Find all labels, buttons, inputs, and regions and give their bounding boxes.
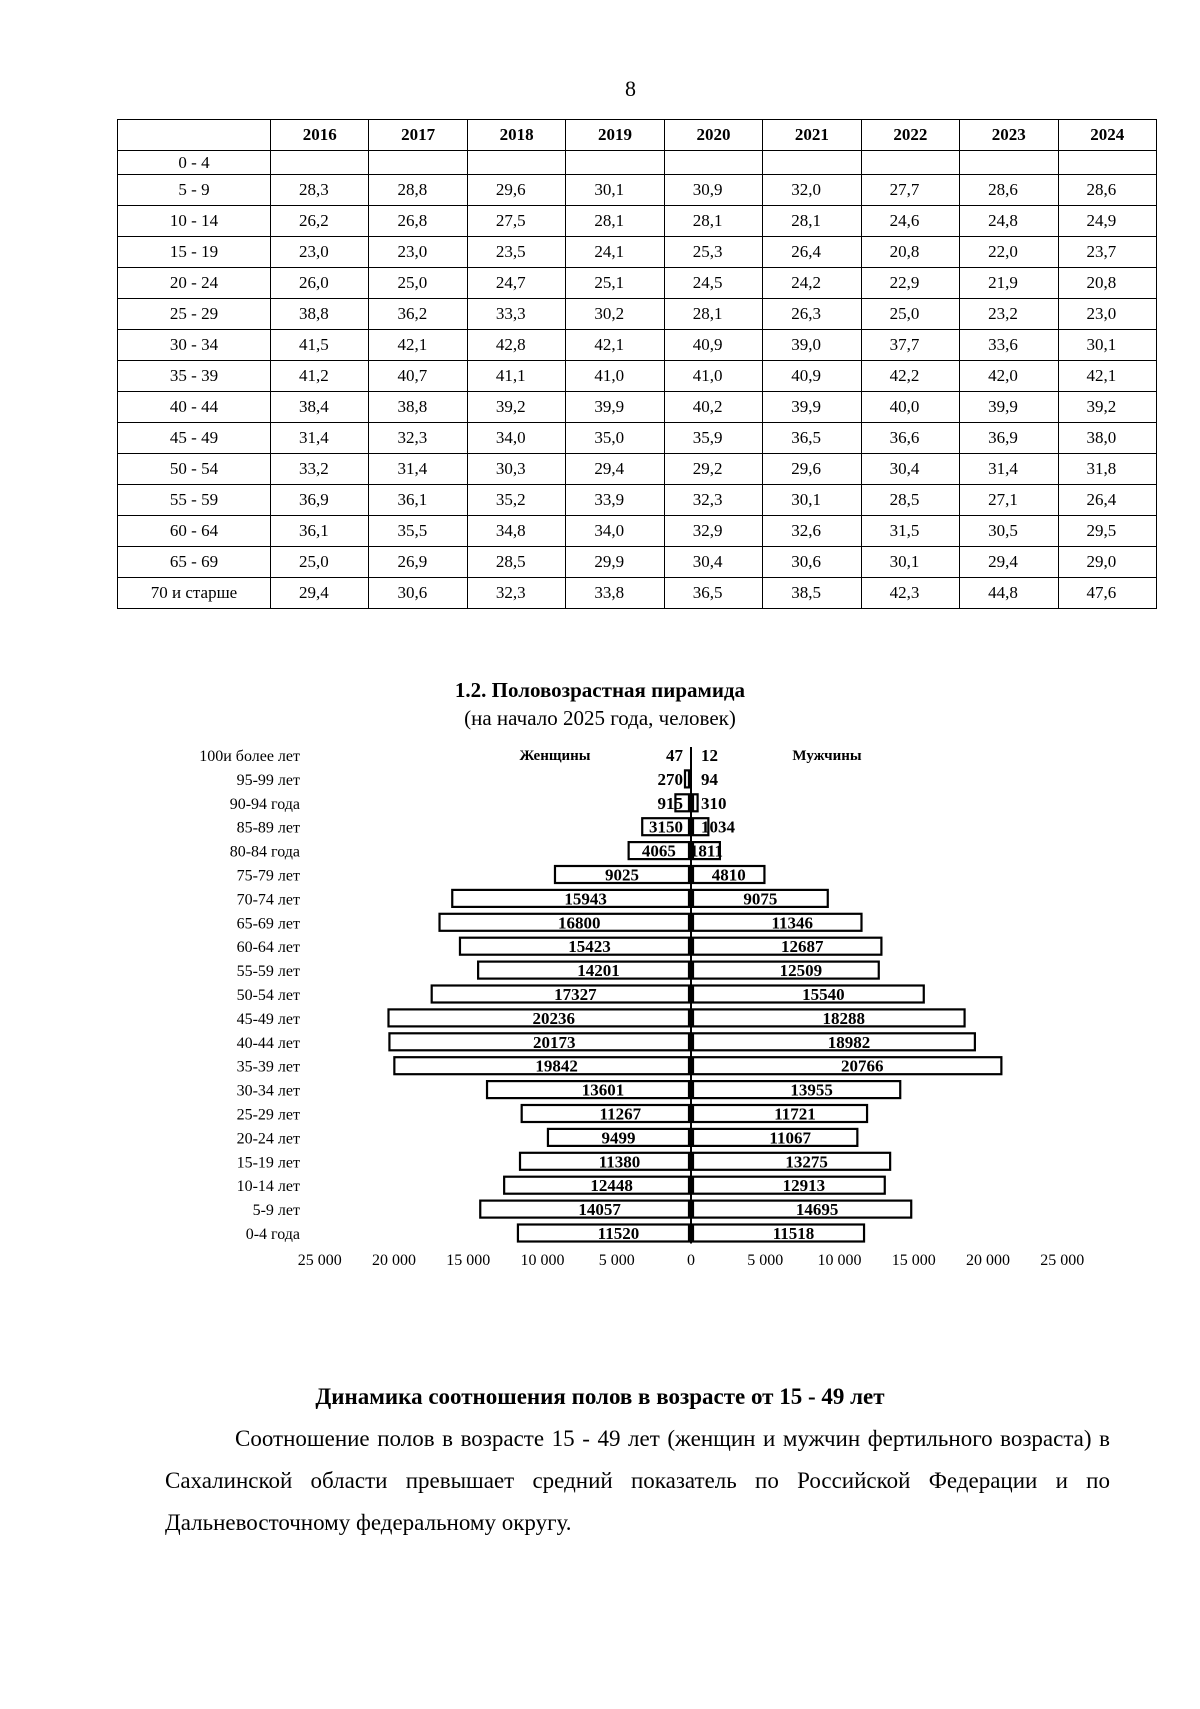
table-row xyxy=(118,454,1157,485)
female-value-label: 47 xyxy=(666,746,683,765)
female-value-label: 11267 xyxy=(599,1104,642,1124)
x-tick-label: 5 000 xyxy=(598,1252,635,1269)
female-value-label: 15943 xyxy=(564,889,607,909)
year-header: 2021 xyxy=(763,120,861,151)
value-cell xyxy=(861,151,959,175)
age-group-cell: 10 - 14 xyxy=(118,206,271,237)
value-cell: 41,0 xyxy=(566,361,664,392)
value-cell: 23,2 xyxy=(960,299,1058,330)
page-number: 8 xyxy=(625,76,636,101)
x-tick-label: 15 000 xyxy=(446,1252,491,1269)
value-cell: 33,2 xyxy=(271,454,369,485)
value-cell: 26,9 xyxy=(369,547,467,578)
value-cell: 36,6 xyxy=(861,423,959,454)
value-cell: 35,5 xyxy=(369,516,467,547)
value-cell: 28,1 xyxy=(763,206,861,237)
value-cell: 36,1 xyxy=(369,485,467,516)
male-value-label: 13955 xyxy=(790,1080,833,1100)
value-cell: 30,4 xyxy=(861,454,959,485)
value-cell: 31,5 xyxy=(861,516,959,547)
value-cell: 27,1 xyxy=(960,485,1058,516)
value-cell: 34,8 xyxy=(467,516,565,547)
value-cell: 29,4 xyxy=(566,454,664,485)
value-cell: 26,3 xyxy=(763,299,861,330)
age-ratio-table xyxy=(117,119,1157,609)
legend-male: Мужчины xyxy=(792,748,862,764)
value-cell: 30,4 xyxy=(664,547,762,578)
value-cell: 29,4 xyxy=(960,547,1058,578)
value-cell xyxy=(960,151,1058,175)
x-tick-label: 20 000 xyxy=(966,1252,1010,1269)
year-header: 2023 xyxy=(960,120,1058,151)
age-category-label: 40-44 лет xyxy=(236,1034,300,1052)
age-category-label: 0-4 года xyxy=(245,1226,300,1243)
value-cell: 24,5 xyxy=(664,268,762,299)
value-cell: 42,3 xyxy=(861,578,959,609)
value-cell: 23,0 xyxy=(1058,299,1157,330)
value-cell: 30,1 xyxy=(763,485,861,516)
value-cell: 36,5 xyxy=(763,423,861,454)
age-category-label: 80-84 года xyxy=(229,843,300,861)
value-cell: 25,0 xyxy=(861,299,959,330)
value-cell: 41,0 xyxy=(664,361,762,392)
table-row xyxy=(118,361,1157,392)
value-cell: 25,0 xyxy=(369,268,467,299)
table-row xyxy=(118,151,1157,175)
value-cell: 30,1 xyxy=(861,547,959,578)
female-value-label: 20236 xyxy=(532,1008,575,1028)
value-cell: 20,8 xyxy=(1058,268,1157,299)
value-cell: 36,9 xyxy=(960,423,1058,454)
value-cell: 22,9 xyxy=(861,268,959,299)
table-row xyxy=(118,547,1157,578)
age-group-cell: 20 - 24 xyxy=(118,268,271,299)
table-row xyxy=(118,516,1157,547)
male-value-label: 12509 xyxy=(779,961,823,981)
value-cell: 32,3 xyxy=(664,485,762,516)
male-value-label: 12 xyxy=(701,746,718,765)
legend-female: Женщины xyxy=(519,748,591,764)
value-cell: 34,0 xyxy=(467,423,565,454)
age-category-label: 75-79 лет xyxy=(236,867,300,885)
value-cell: 24,7 xyxy=(467,268,565,299)
value-cell: 47,6 xyxy=(1058,578,1157,609)
female-value-label: 9499 xyxy=(601,1128,636,1148)
value-cell: 40,0 xyxy=(861,392,959,423)
x-tick-label: 10 000 xyxy=(520,1252,565,1269)
value-cell: 41,5 xyxy=(271,330,369,361)
table-row xyxy=(118,485,1157,516)
female-value-label: 3150 xyxy=(649,817,683,837)
male-value-label: 18982 xyxy=(827,1032,871,1052)
value-cell: 40,2 xyxy=(664,392,762,423)
body-paragraph: Соотношение полов в возрасте 15 - 49 лет (женщин и мужчин фертильного возраста) в Сахалинской области превышает средний показатель по Российской Федерации и по Дальневосточному федеральному округу. xyxy=(165,1426,1110,1535)
value-cell: 29,6 xyxy=(467,175,565,206)
age-group-cell: 50 - 54 xyxy=(118,454,271,485)
value-cell: 33,8 xyxy=(566,578,664,609)
value-cell xyxy=(1058,151,1157,175)
value-cell: 29,5 xyxy=(1058,516,1157,547)
value-cell: 36,5 xyxy=(664,578,762,609)
male-value-label: 11067 xyxy=(769,1128,811,1148)
table-row xyxy=(118,206,1157,237)
age-category-label: 50-54 лет xyxy=(236,987,300,1004)
male-value-label: 9075 xyxy=(743,889,778,909)
year-header: 2019 xyxy=(566,120,664,151)
value-cell: 33,3 xyxy=(467,299,565,330)
value-cell: 38,5 xyxy=(763,578,861,609)
age-category-label: 65-69 лет xyxy=(236,915,300,933)
value-cell: 30,9 xyxy=(664,175,762,206)
value-cell: 24,6 xyxy=(861,206,959,237)
value-cell: 30,6 xyxy=(369,578,467,609)
value-cell: 22,0 xyxy=(960,237,1058,268)
age-category-label: 60-64 лет xyxy=(236,939,300,957)
value-cell: 44,8 xyxy=(960,578,1058,609)
year-header: 2022 xyxy=(861,120,959,151)
age-group-cell: 40 - 44 xyxy=(118,392,271,423)
value-cell: 31,8 xyxy=(1058,454,1157,485)
female-value-label: 9025 xyxy=(604,865,639,885)
value-cell xyxy=(763,151,861,175)
value-cell: 27,7 xyxy=(861,175,959,206)
value-cell: 33,9 xyxy=(566,485,664,516)
male-value-label: 4810 xyxy=(711,865,746,885)
age-category-label: 55-59 лет xyxy=(236,963,300,981)
value-cell: 29,9 xyxy=(566,547,664,578)
value-cell: 28,6 xyxy=(1058,175,1157,206)
value-cell: 26,4 xyxy=(1058,485,1157,516)
age-category-label: 85-89 лет xyxy=(236,819,300,837)
age-group-cell: 5 - 9 xyxy=(118,175,271,206)
value-cell: 30,6 xyxy=(763,547,861,578)
value-cell: 38,0 xyxy=(1058,423,1157,454)
x-tick-label: 15 000 xyxy=(891,1252,936,1269)
value-cell: 36,9 xyxy=(271,485,369,516)
value-cell: 38,4 xyxy=(271,392,369,423)
table-row xyxy=(118,578,1157,609)
age-category-label: 35-39 лет xyxy=(236,1058,300,1076)
age-group-cell: 65 - 69 xyxy=(118,547,271,578)
value-cell: 23,0 xyxy=(271,237,369,268)
value-cell: 40,7 xyxy=(369,361,467,392)
male-value-label: 15540 xyxy=(802,985,845,1004)
value-cell: 34,0 xyxy=(566,516,664,547)
male-value-label: 13275 xyxy=(785,1152,828,1172)
value-cell: 26,8 xyxy=(369,206,467,237)
male-value-label: 11518 xyxy=(772,1224,815,1243)
age-category-label: 100и более лет xyxy=(199,748,300,765)
female-value-label: 11520 xyxy=(597,1224,640,1243)
female-value-label: 15423 xyxy=(568,937,611,957)
table-row xyxy=(118,392,1157,423)
value-cell: 30,5 xyxy=(960,516,1058,547)
age-group-cell: 60 - 64 xyxy=(118,516,271,547)
value-cell: 24,2 xyxy=(763,268,861,299)
female-value-label: 4065 xyxy=(641,841,676,861)
female-value-label: 17327 xyxy=(554,985,597,1004)
age-group-cell: 55 - 59 xyxy=(118,485,271,516)
age-group-cell: 15 - 19 xyxy=(118,237,271,268)
value-cell: 30,1 xyxy=(1058,330,1157,361)
male-bar xyxy=(693,794,698,811)
value-cell: 42,1 xyxy=(566,330,664,361)
age-category-label: 90-94 года xyxy=(229,795,300,813)
table-row xyxy=(118,330,1157,361)
chart-subtitle: (на начало 2025 года, человек) xyxy=(464,706,736,730)
value-cell: 37,7 xyxy=(861,330,959,361)
age-group-cell: 70 и старше xyxy=(118,578,271,609)
female-bar xyxy=(685,770,689,787)
table-row xyxy=(118,299,1157,330)
age-category-label: 20-24 лет xyxy=(236,1130,300,1148)
value-cell: 42,0 xyxy=(960,361,1058,392)
value-cell: 35,0 xyxy=(566,423,664,454)
female-value-label: 16800 xyxy=(558,913,601,933)
value-cell: 26,0 xyxy=(271,268,369,299)
value-cell: 23,5 xyxy=(467,237,565,268)
x-tick-label: 5 000 xyxy=(747,1252,784,1269)
value-cell: 32,3 xyxy=(369,423,467,454)
female-value-label: 915 xyxy=(657,793,683,813)
value-cell: 32,3 xyxy=(467,578,565,609)
x-tick-label: 25 000 xyxy=(297,1252,342,1269)
value-cell: 32,6 xyxy=(763,516,861,547)
table-row xyxy=(118,268,1157,299)
value-cell: 26,2 xyxy=(271,206,369,237)
value-cell: 35,2 xyxy=(467,485,565,516)
female-value-label: 12448 xyxy=(590,1176,633,1196)
value-cell: 35,9 xyxy=(664,423,762,454)
value-cell: 42,1 xyxy=(369,330,467,361)
value-cell: 32,0 xyxy=(763,175,861,206)
value-cell: 30,3 xyxy=(467,454,565,485)
x-tick-label: 10 000 xyxy=(817,1252,862,1269)
value-cell: 29,2 xyxy=(664,454,762,485)
value-cell: 29,6 xyxy=(763,454,861,485)
male-value-label: 14695 xyxy=(795,1200,839,1220)
value-cell: 42,1 xyxy=(1058,361,1157,392)
table-body xyxy=(118,151,1157,609)
value-cell: 26,4 xyxy=(763,237,861,268)
female-value-label: 270 xyxy=(657,769,683,789)
age-group-cell: 30 - 34 xyxy=(118,330,271,361)
male-value-label: 1034 xyxy=(701,817,735,837)
value-cell: 23,0 xyxy=(369,237,467,268)
value-cell: 31,4 xyxy=(271,423,369,454)
male-value-label: 18288 xyxy=(822,1008,866,1028)
age-group-cell: 45 - 49 xyxy=(118,423,271,454)
value-cell: 38,8 xyxy=(369,392,467,423)
age-group-cell: 0 - 4 xyxy=(118,151,271,175)
age-category-label: 15-19 лет xyxy=(236,1154,300,1172)
population-pyramid-chart xyxy=(0,740,1200,1280)
male-value-label: 94 xyxy=(701,769,718,789)
age-category-label: 25-29 лет xyxy=(236,1106,300,1124)
age-category-label: 5-9 лет xyxy=(252,1202,300,1220)
value-cell: 33,6 xyxy=(960,330,1058,361)
value-cell: 28,5 xyxy=(467,547,565,578)
table-row xyxy=(118,423,1157,454)
female-value-label: 11380 xyxy=(598,1152,641,1172)
year-header: 2018 xyxy=(467,120,565,151)
value-cell: 32,9 xyxy=(664,516,762,547)
value-cell: 42,2 xyxy=(861,361,959,392)
female-value-label: 19842 xyxy=(535,1056,578,1076)
age-group-cell: 35 - 39 xyxy=(118,361,271,392)
value-cell: 40,9 xyxy=(763,361,861,392)
age-category-label: 45-49 лет xyxy=(236,1010,300,1028)
value-cell: 28,1 xyxy=(664,299,762,330)
table-header-row xyxy=(118,120,1157,151)
value-cell: 41,1 xyxy=(467,361,565,392)
value-cell: 24,9 xyxy=(1058,206,1157,237)
value-cell: 39,2 xyxy=(1058,392,1157,423)
male-value-label: 11721 xyxy=(774,1104,816,1124)
value-cell: 25,0 xyxy=(271,547,369,578)
value-cell: 28,3 xyxy=(271,175,369,206)
x-tick-label: 25 000 xyxy=(1040,1252,1085,1269)
value-cell: 40,9 xyxy=(664,330,762,361)
male-value-label: 20766 xyxy=(840,1056,884,1076)
female-value-label: 14201 xyxy=(577,961,620,981)
value-cell: 25,3 xyxy=(664,237,762,268)
table-corner-header xyxy=(118,120,271,151)
value-cell: 41,2 xyxy=(271,361,369,392)
value-cell: 28,1 xyxy=(566,206,664,237)
value-cell: 23,7 xyxy=(1058,237,1157,268)
value-cell xyxy=(566,151,664,175)
value-cell: 30,1 xyxy=(566,175,664,206)
value-cell: 39,9 xyxy=(566,392,664,423)
value-cell: 28,8 xyxy=(369,175,467,206)
value-cell: 36,2 xyxy=(369,299,467,330)
x-tick-label: 0 xyxy=(687,1252,695,1269)
value-cell: 24,1 xyxy=(566,237,664,268)
value-cell: 29,4 xyxy=(271,578,369,609)
value-cell: 30,2 xyxy=(566,299,664,330)
male-value-label: 1811 xyxy=(689,841,723,861)
value-cell: 31,4 xyxy=(960,454,1058,485)
female-value-label: 13601 xyxy=(581,1080,625,1100)
value-cell: 39,9 xyxy=(763,392,861,423)
value-cell: 21,9 xyxy=(960,268,1058,299)
value-cell: 20,8 xyxy=(861,237,959,268)
age-category-label: 95-99 лет xyxy=(236,771,300,789)
age-category-label: 70-74 лет xyxy=(236,891,300,909)
age-category-label: 10-14 лет xyxy=(236,1178,300,1196)
table-row xyxy=(118,175,1157,206)
age-group-cell: 25 - 29 xyxy=(118,299,271,330)
section-heading: Динамика соотношения полов в возрасте от 15 - 49 лет xyxy=(315,1384,885,1409)
male-value-label: 12687 xyxy=(780,937,824,957)
value-cell: 31,4 xyxy=(369,454,467,485)
x-tick-label: 20 000 xyxy=(372,1252,416,1269)
year-header: 2016 xyxy=(271,120,369,151)
female-value-label: 14057 xyxy=(578,1200,621,1220)
male-value-label: 310 xyxy=(701,793,727,813)
age-category-label: 30-34 лет xyxy=(236,1082,300,1100)
value-cell: 28,5 xyxy=(861,485,959,516)
male-value-label: 11346 xyxy=(771,913,814,933)
year-header: 2020 xyxy=(664,120,762,151)
table-row xyxy=(118,237,1157,268)
female-value-label: 20173 xyxy=(532,1032,576,1052)
value-cell: 39,2 xyxy=(467,392,565,423)
value-cell: 25,1 xyxy=(566,268,664,299)
value-cell xyxy=(369,151,467,175)
chart-title: 1.2. Половозрастная пирамида xyxy=(454,678,746,702)
male-value-label: 12913 xyxy=(782,1176,826,1196)
value-cell: 39,0 xyxy=(763,330,861,361)
value-cell: 39,9 xyxy=(960,392,1058,423)
value-cell xyxy=(271,151,369,175)
value-cell: 29,0 xyxy=(1058,547,1157,578)
value-cell: 24,8 xyxy=(960,206,1058,237)
value-cell xyxy=(664,151,762,175)
value-cell xyxy=(467,151,565,175)
value-cell: 28,6 xyxy=(960,175,1058,206)
value-cell: 42,8 xyxy=(467,330,565,361)
value-cell: 27,5 xyxy=(467,206,565,237)
value-cell: 36,1 xyxy=(271,516,369,547)
value-cell: 38,8 xyxy=(271,299,369,330)
value-cell: 28,1 xyxy=(664,206,762,237)
year-header: 2024 xyxy=(1058,120,1157,151)
year-header: 2017 xyxy=(369,120,467,151)
